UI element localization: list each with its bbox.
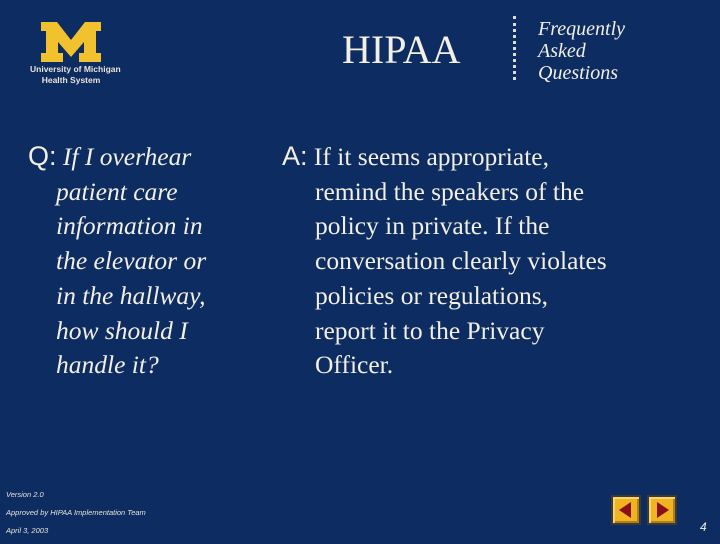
question-line: information in: [56, 211, 203, 241]
question-block: [28, 139, 268, 383]
umich-logo: [30, 20, 121, 86]
page-title: HIPAA: [342, 27, 461, 72]
page-number: 4: [700, 520, 707, 534]
footer-notes: [6, 490, 146, 544]
version-label: Version 2.0: [6, 490, 44, 499]
approval-label: Approved by HIPAA Implementation Team: [6, 508, 146, 517]
faq-label: [538, 18, 625, 84]
faq-label-line: Frequently: [538, 18, 626, 40]
question-line: handle it?: [56, 350, 159, 380]
faq-label-line: Asked: [538, 40, 586, 62]
logo-line-1: University of Michigan: [30, 64, 121, 74]
answer-line: Officer.: [315, 350, 394, 380]
date-label: April 3, 2003: [6, 526, 49, 535]
next-slide-button[interactable]: [647, 495, 677, 525]
question-line: the elevator or: [56, 246, 207, 276]
question-text: If I overhear: [62, 142, 192, 171]
answer-block: [282, 139, 702, 383]
question-line: in the hallway,: [56, 280, 206, 310]
question-line: how should I: [56, 315, 188, 345]
answer-line: conversation clearly violates: [315, 246, 607, 276]
answer-line: remind the speakers of the: [315, 176, 585, 206]
question-continuation: [28, 175, 268, 383]
logo-line-2: Health System: [41, 75, 101, 85]
answer-line: report it to the Privacy: [315, 315, 545, 345]
faq-label-line: Questions: [538, 62, 618, 84]
question-line: [28, 139, 268, 175]
previous-slide-button[interactable]: [611, 495, 641, 525]
answer-line: [282, 139, 702, 175]
slide-navigation: [611, 495, 677, 525]
header-divider: [513, 16, 516, 80]
question-line: patient care: [56, 176, 178, 206]
triangle-left-icon: [616, 500, 636, 520]
answer-text: If it seems appropriate,: [313, 142, 549, 171]
triangle-right-icon: [652, 500, 672, 520]
question-mark: Q:: [28, 141, 57, 171]
answer-continuation: [282, 175, 702, 383]
block-m-icon: [39, 20, 103, 64]
answer-mark: A:: [282, 141, 308, 171]
answer-line: policies or regulations,: [315, 280, 548, 310]
answer-line: policy in private. If the: [315, 211, 550, 241]
